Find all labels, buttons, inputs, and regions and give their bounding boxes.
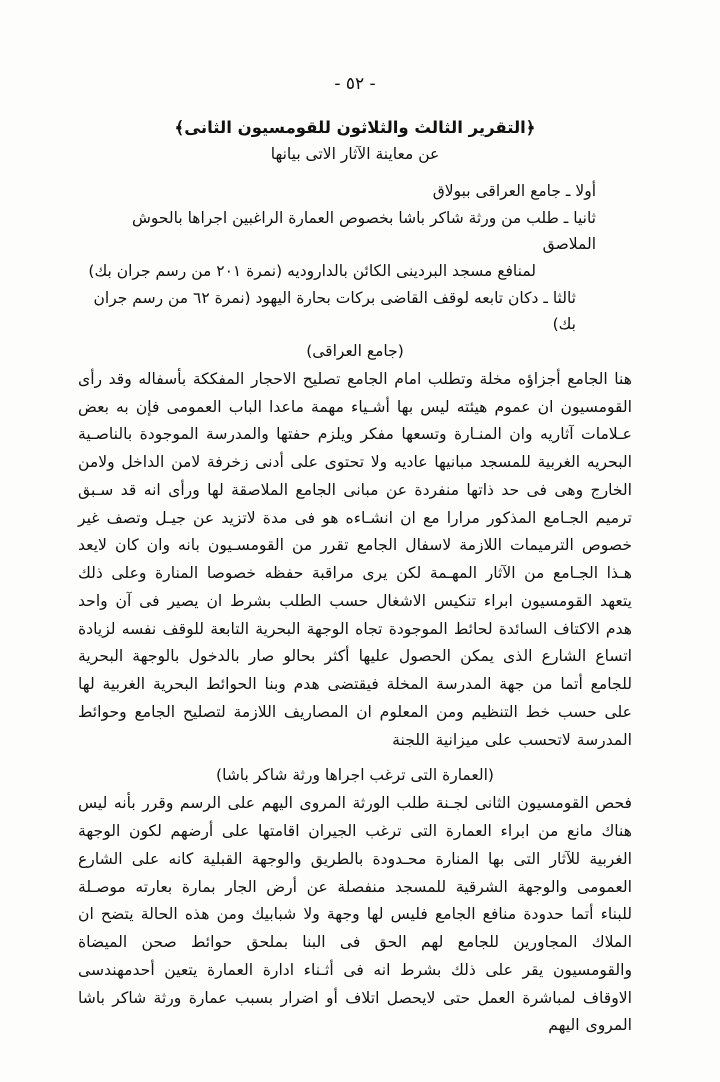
agenda-item-2-continued: لمنافع مسجد البردينى الكائن بالداروديه (نمرة ٢٠١ من رسم جران بك) <box>88 261 536 280</box>
report-title: ﴿التقرير الثالث والثلاثون للقومسيون الثانى﴾ <box>174 118 536 137</box>
paragraph-1: هنا الجامع أجزاؤه مخلة وتطلب امام الجامع تصليح الاحجار المفككة بأسفاله وقد رأى القومسيون ان عموم هيئته ليس بها أشـياء مهمة ماعدا الباب العمومى فإن به بعض عـلامات آثاريه وان المنـارة وتسعها مفكر ويلزم حفتها والمدرسة الموجودة بالناصـية البحريه الغربية للمسجد مبانيها عاديه ولا تحتوى على أدنى زخرفة لامن الداخل ولامن الخارج وهى فى حد ذاتها منفردة عن مبانى الجامع الملاصقة لها ورأى انه قد سـبق ترميم الجـامع المذكور مرارا مع ان انشـاءه هو فى مدة لاتزيد عن جيـل وتصف غير خصوص الترميمات اللازمة لاسفال الجامع تقرر من القومسـيون بانه وان كان لايعد هـذا الجـامع من الآثار المهـمة لكن يرى مراقبة حفظه خصوصا المنارة وعلى ذلك يتعهد القومسيون ابراء تنكيس الاشغال حسب الطلب بشرط ان يصير فى آن واحد هدم الاكتاف السائدة لحائط الموجودة تجاه الوجهة البحرية التابعة للوقف نفسه لزيادة اتساع الشارع الذى يمكن الحصول عليها أكثر بحالو صار بالدخول بالوجهة البحرية للجامع أتما من جهة المدرسة المخلة فيقتضى هدم وبنا الحوائط البحرية الغربية لها على حسب خط التنظيم ومن المعلوم ان المصاريف اللازمة لتصليح الجامع وحوائط المدرسة لاتحسب على ميزانية اللجنة <box>78 369 632 749</box>
page-number: - ٥٢ - <box>334 74 376 94</box>
paragraph-2: فحص القومسيون الثانى لجـنة طلب الورثة المروى اليهم على الرسم وقرر بأنه ليس هناك مانع من ابراء العمارة التى ترغب الجيران اقامتها على أرضهم لكون الوجهة الغربية للآثار التى بها المنارة محـدودة بالطريق والوجهة القبلية كانه على الشارع العمومى والوجهة الشرقية للمسجد منفصلة عن أرض الجار بمارة بعارته موصـلة للبناء أتما حدودة منافع الجامع فليس لها وجهة ولا شبابيك ومن هذه الحالة يتضح ان الملاك المجاورين للجامع لهم الحق فى البنا بملحق حوائط صحن الميضاة والقومسيون يقر على ذلك بشرط انه فى أثـناء ادارة العمارة يتعين أحدمهندسى الاوقاف لمباشرة العمل حتى لايحصل اتلاف أو اضرار بسبب عمارة ورثة شاكر باشا المروى اليهم <box>78 794 632 1035</box>
agenda-item-3: ثالثا ـ دكان تابعه لوقف القاضى بركات بحارة اليهود (نمرة ٦٢ من رسم جران بك) <box>93 288 576 334</box>
agenda-list <box>78 178 632 338</box>
section-heading: (جامع العراقى) <box>306 341 404 360</box>
agenda-item-1: أولا ـ جامع العراقى ببولاق <box>432 182 596 200</box>
agenda-item-2: ثانيا ـ طلب من ورثة شاكر باشا بخصوص العمارة الراغبين اجراها بالحوش الملاصق <box>131 208 596 254</box>
report-subtitle: عن معاينة الآثار الاتى بيانها <box>270 144 440 163</box>
page-content <box>78 74 632 1042</box>
sub-heading: (العمارة التى ترغب اجراها ورثة شاكر باشا) <box>216 766 494 785</box>
